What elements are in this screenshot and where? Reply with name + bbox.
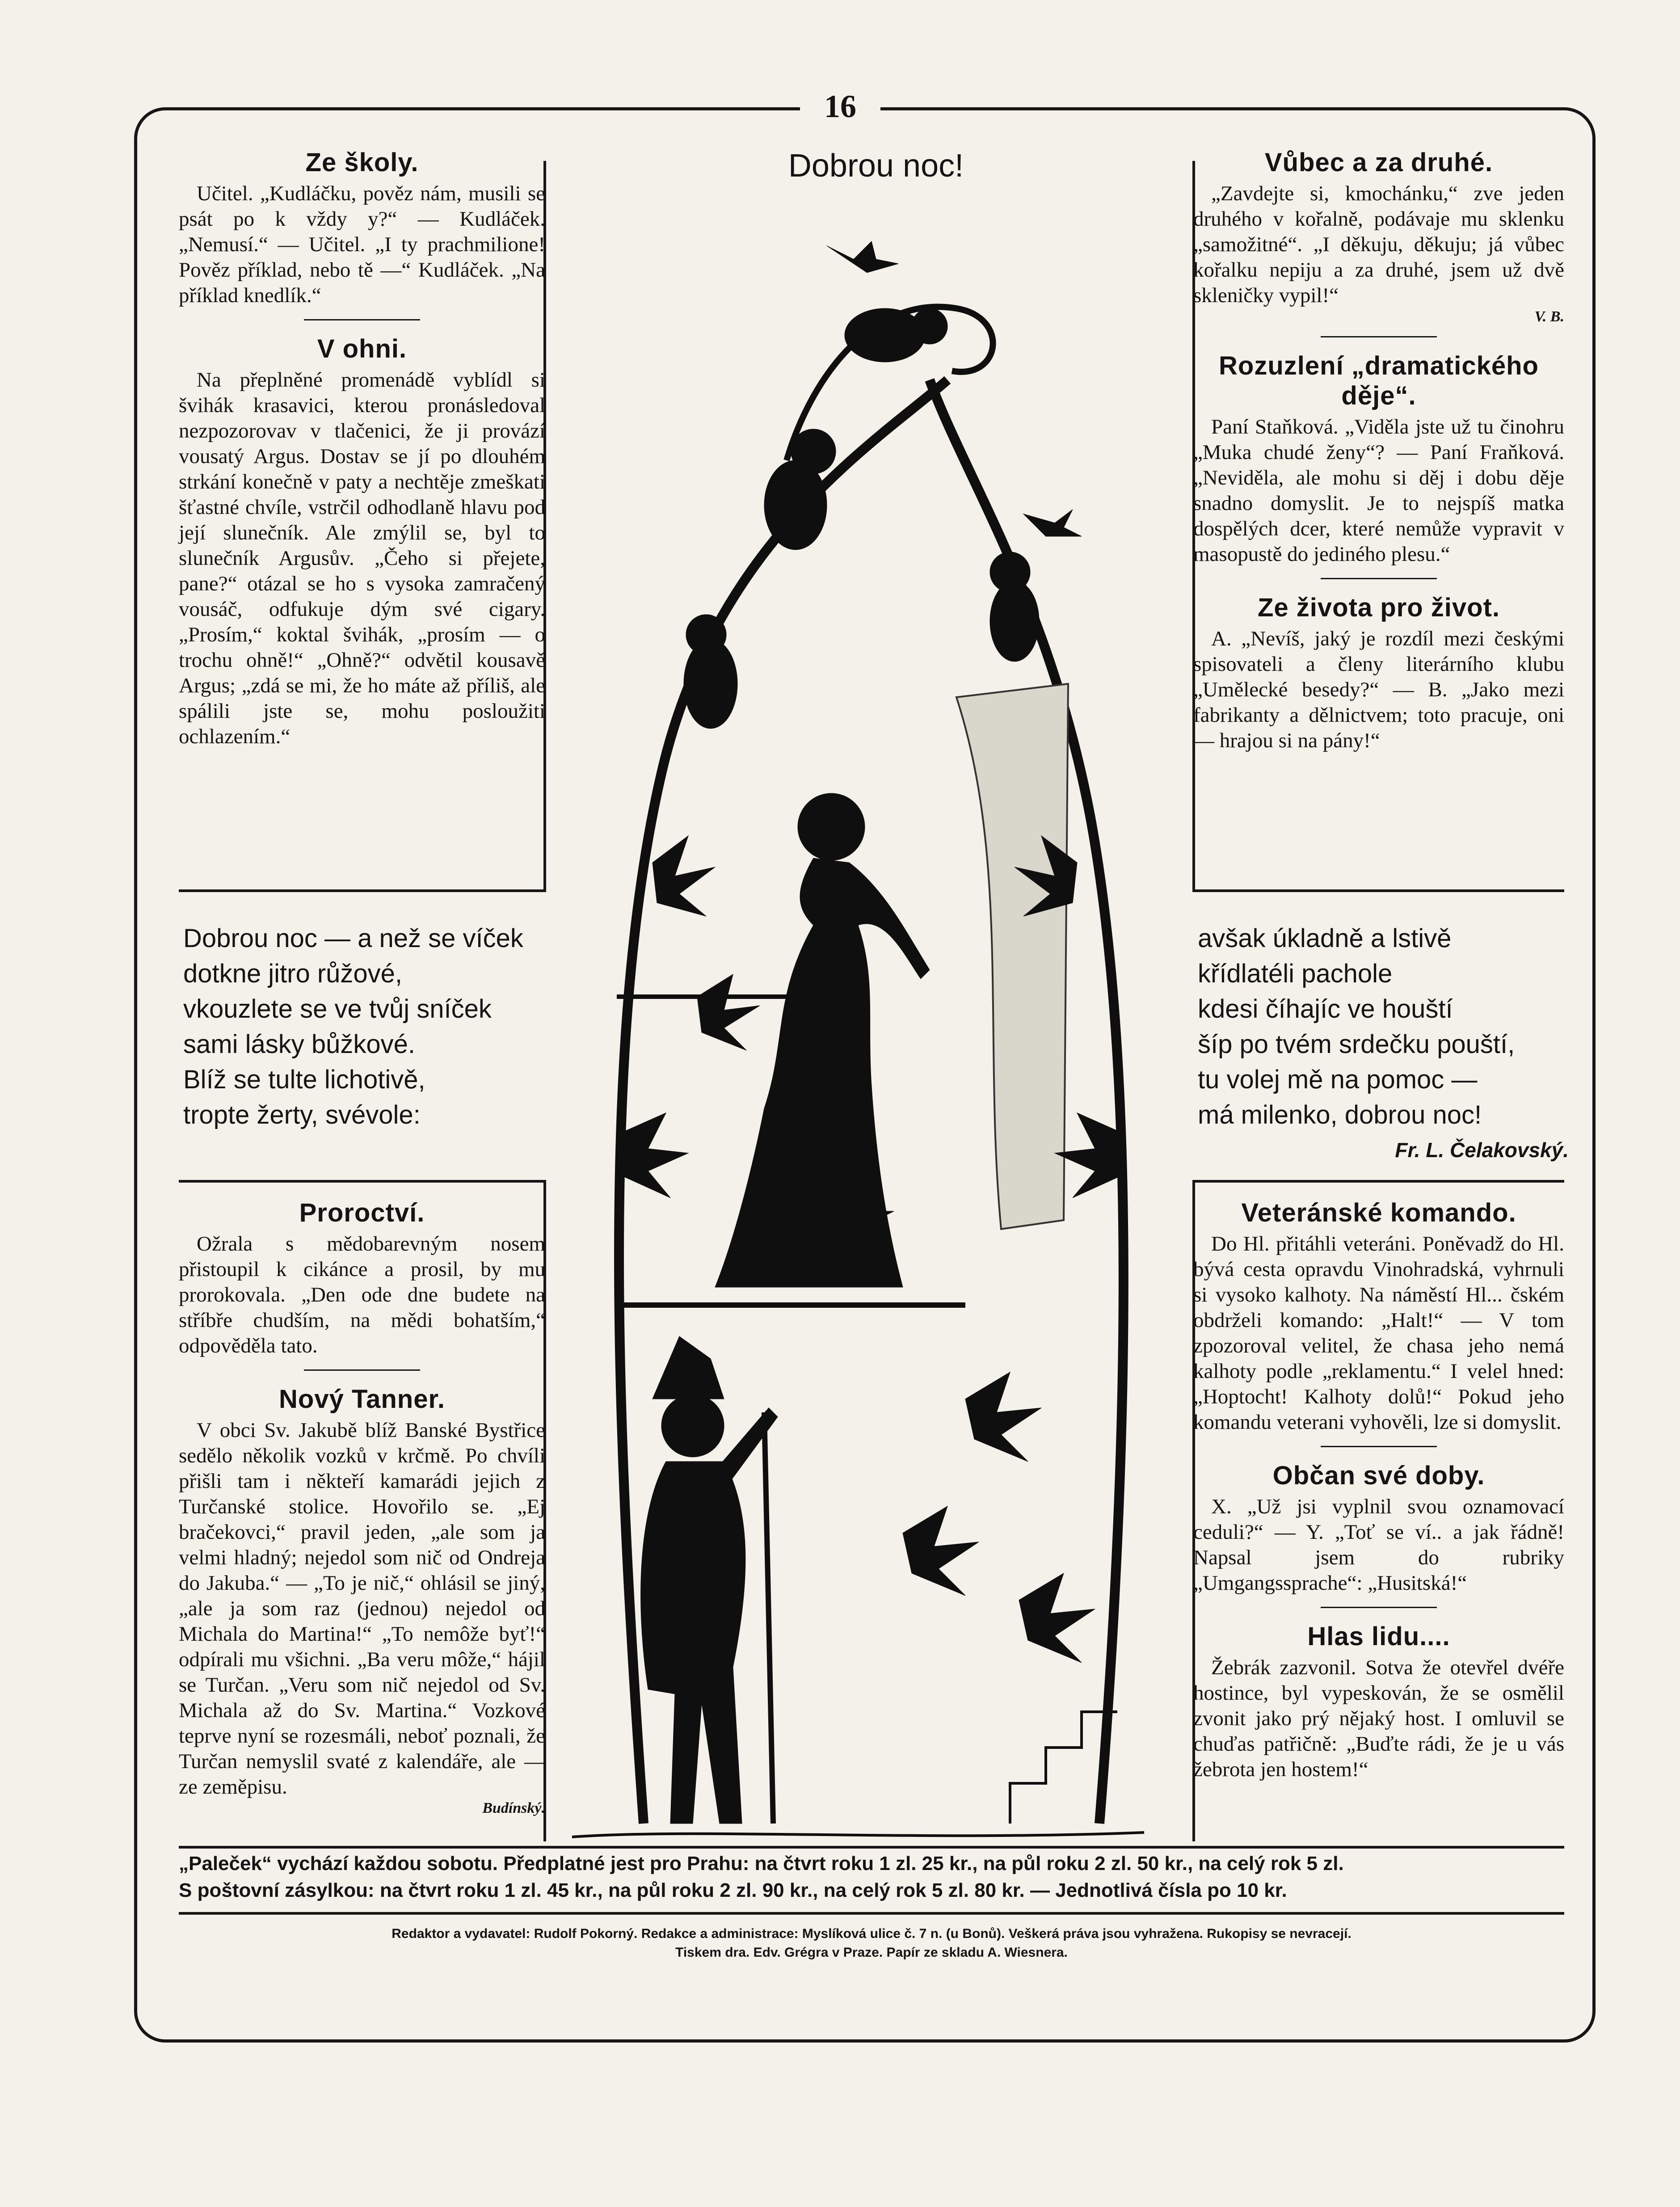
article-title-obcan: Občan své doby. xyxy=(1272,1461,1485,1490)
center-title: Dobrou noc! xyxy=(788,148,964,184)
article-title-vubec: Vůbec a za druhé. xyxy=(1264,148,1493,177)
poem-line: má milenko, dobrou noc! xyxy=(1198,1100,1482,1129)
footer xyxy=(179,1850,1564,1962)
article-title-novy-tanner: Nový Tanner. xyxy=(279,1385,445,1414)
signature-vb: V. B. xyxy=(1534,308,1564,325)
left-column-bottom-rule xyxy=(179,889,546,892)
poem-left xyxy=(183,921,550,1133)
left-top-column xyxy=(179,147,545,880)
publisher-line: Redaktor a vydavatel: Rudolf Pokorný. Redakce a administrace: Myslíková ulice č. 7 n. (u Bonů). Veškerá práva jsou vyhražena. Rukopisy se nevracejí. xyxy=(392,1926,1352,1941)
article-separator xyxy=(1321,336,1437,337)
right-column-lower-top-rule xyxy=(1192,1180,1564,1183)
article-title-veteranske: Veteránské komando. xyxy=(1241,1198,1516,1227)
article-text-hlas-lidu: Žebrák zazvonil. Sotva že otevřel dvéře hostince, byl vypeskován, že se osmělil zvonit jako prý nějaký host. I omluvil se chuďas patřičně: „Buďte rádi, že je u vás žebrota jen hostem!“ xyxy=(1193,1656,1564,1781)
right-column-bottom-rule xyxy=(1192,889,1564,892)
article-separator xyxy=(1321,578,1437,579)
poem-line: avšak úkladně a lstivě xyxy=(1198,924,1452,953)
signature-celakovsky: Fr. L. Čelakovský. xyxy=(1395,1138,1569,1162)
poem-line: šíp po tvém srdečku pouští, xyxy=(1198,1030,1515,1059)
article-title-proroctvi: Proroctví. xyxy=(299,1198,425,1227)
article-title-v-ohni: V ohni. xyxy=(317,334,407,363)
subscription-line-prague: „Paleček“ vychází každou sobotu. Předplatné jest pro Prahu: na čtvrt roku 1 zl. 25 kr., na půl roku 2 zl. 50 kr., na celý rok 5 zl. xyxy=(179,1853,1344,1874)
poem-line: tropte žerty, svévole: xyxy=(183,1100,421,1129)
poem-line: Blíž se tulte lichotivě, xyxy=(183,1065,425,1094)
article-text-v-ohni: Na přeplněné promenádě vyblídl si švihák krasavici, kterou pronásledoval nezpozorovav v tlačenici, že ji provází vousatý Argus. Dostav se jí po dlouhém strkání konečně v paty a nechtěje zmeškati šťastné chvíle, vstrčil odhodlaně hlavu pod její slunečník. Ale zmýlil se, byl to slunečník Argusův. „Čeho si přejete, pane?“ otázal se ho s vysoka zamračený vousáč, odfukuje dým své cigary. „Prosím,“ koktal švihák, „prosím — o trochu ohně!“ „Ohně?“ odvětil kousavě Argus; „zdá se mi, že ho máte až příliš, ale spálili jste se, mohu posloužiti ochlazením.“ xyxy=(179,368,545,748)
poem-line: Dobrou noc — a než se víček xyxy=(183,924,523,953)
left-column-lower-top-rule xyxy=(179,1180,546,1183)
page-number: 16 xyxy=(800,80,880,133)
article-title-ze-skoly: Ze školy. xyxy=(305,148,419,177)
article-text-rozuzleni: Paní Staňková. „Viděla jste už tu činohru „Muka chudé ženy“? — Paní Fraňková. „Neviděla, ale mohu si děj i dobu děje snadno domyslit. Je to nejspíš matka dospělých dcer, které nemůže vypravit v masopustě do jediného plesu.“ xyxy=(1193,415,1564,566)
poem-line: sami lásky bůžkové. xyxy=(183,1030,415,1059)
right-top-column xyxy=(1193,147,1564,880)
subscription-line-post: S poštovní zásylkou: na čtvrt roku 1 zl. 45 kr., na půl roku 2 zl. 90 kr., na celý rok 5 zl. 80 kr. — Jednotlivá čísla po 10 kr. xyxy=(179,1879,1287,1901)
poem-line: tu volej mě na pomoc — xyxy=(1198,1065,1478,1094)
printer-line: Tiskem dra. Edv. Grégra v Praze. Papír ze skladu A. Wiesnera. xyxy=(675,1945,1068,1960)
silhouette-illustration xyxy=(563,192,1184,1882)
article-separator xyxy=(1321,1446,1437,1447)
article-separator xyxy=(304,319,420,320)
article-text-vubec: „Zavdejte si, kmochánku,“ zve jeden druhého v kořalně, podávaje mu sklenku „samožitné“. „I děkuju, děkuju; já vůbec kořalku nepiju a za druhé, jsem už dvě skleničky vypil!“ xyxy=(1193,182,1564,307)
footer-rule xyxy=(179,1912,1564,1915)
article-text-veteranske: Do Hl. přitáhli veteráni. Poněvadž do Hl. bývá cesta opravdu Vinohradská, vyhrnuli si vysoko kalhoty. Na náměstí Hl... čském obdrželi komando: „Halt!“ — V tom zpozoroval velitel, že chasa jeho nemá kalhoty podle „reklamentu.“ I velel hned: „Hoptocht! Kalhoty dolů!“ Pokud jeho komandu veterani vyhověli, lze si domyslit. xyxy=(1193,1232,1564,1434)
poem-line: kdesi číhajíc ve houští xyxy=(1198,994,1453,1023)
article-text-ze-skoly: Učitel. „Kudláčku, pověz nám, musili se psát po k vždy y?“ — Kudláček. „Nemusí.“ — Učitel. „I ty prachmilione! Pověz příklad, nebo tě —“ Kudláček. „Na příklad knedlík.“ xyxy=(179,182,545,307)
article-text-novy-tanner: V obci Sv. Jakubě blíž Banské Bystřice sedělo několik vozků v krčmě. Po chvíli přišli tam i někteří kamarádi jejich z Turčanské stolice. Hovořilo se. „Ej bračekovci,“ pravil jeden, „ale som ja velmi hladný; nejedol som nič od Ondreja do Jakuba.“ — „To je nič,“ ohlásil se jiný, „ale ja som raz (jednou) nejedol od Michala do Martina!“ „To nemôže byť!“ odpírali mu všichni. „Ba veru môže,“ hájil se Turčan. „Veru som nič nejedol od Sv. Michala až do Sv. Martina.“ Vozkové teprve nyní se rozesmáli, neboť poznali, že Turčan nemyslil svaté z kalendáře, ale — ze zeměpisu. xyxy=(179,1419,545,1798)
right-lower-column xyxy=(1193,1198,1564,1841)
signature-budinsky: Budínský. xyxy=(482,1800,545,1816)
poem-line: vkouzlete se ve tvůj sníček xyxy=(183,994,492,1023)
article-separator xyxy=(1321,1607,1437,1608)
article-title-rozuzleni: Rozuzlení „dramatického děje“. xyxy=(1219,351,1539,410)
poem-line: křídlatéli pachole xyxy=(1198,959,1393,988)
article-text-proroctvi: Ožrala s mědobarevným nosem přistoupil k cikánce a prosil, by mu prorokovala. „Den ode dne budete na stříbře chudším, na mědi bohatším,“ odpověděla tato. xyxy=(179,1232,545,1357)
article-title-ze-zivota: Ze života pro život. xyxy=(1257,593,1500,622)
poem-line: dotkne jitro růžové, xyxy=(183,959,403,988)
article-separator xyxy=(304,1369,420,1371)
article-text-ze-zivota: A. „Nevíš, jaký je rozdíl mezi českými spisovateli a členy literárního klubu „Umělecké besedy?“ — B. „Jako mezi fabrikanty a dělnictvem; toto pracuje, oni — hrajou si na pány!“ xyxy=(1193,627,1564,752)
poem-right xyxy=(1198,921,1569,1168)
left-lower-column xyxy=(179,1198,545,1841)
article-text-obcan: X. „Už jsi vyplnil svou oznamovací ceduli?“ — Y. „Toť se ví.. a jak řádně! Napsal jsem do rubriky „Umgangssprache“: „Husitská!“ xyxy=(1193,1495,1564,1595)
footer-top-rule xyxy=(179,1846,1564,1849)
article-title-hlas-lidu: Hlas lidu.... xyxy=(1307,1622,1450,1651)
